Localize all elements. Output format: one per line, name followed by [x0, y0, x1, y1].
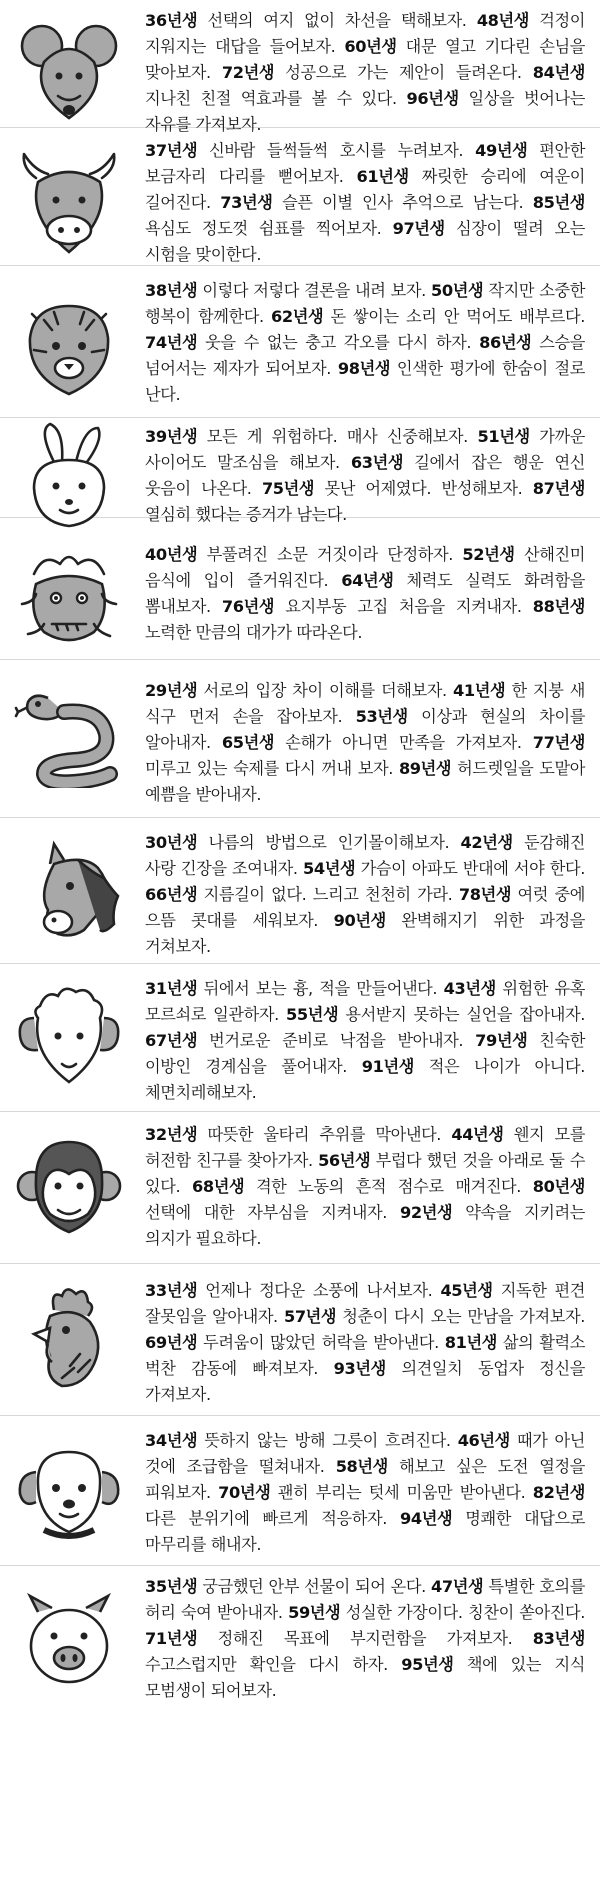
fortune-sentence: 특별한 호의를 허리 숙여 받아내자.: [145, 1577, 585, 1622]
birth-year-label: 39년생: [145, 427, 198, 446]
fortune-sentence: 허드렛일을 도맡아 예쁨을 받아내자.: [145, 759, 585, 804]
birth-year-label: 37년생: [145, 141, 198, 160]
horoscope-entry-dog: [0, 1416, 600, 1566]
dragon-icon: [14, 544, 124, 654]
birth-year-label: 77년생: [532, 733, 585, 752]
fortune-text: [145, 1574, 585, 1704]
fortune-sentence: 의견일치 동업자 정신을 가져보자.: [145, 1359, 585, 1404]
fortune-sentence: 해보고 싶은 도전 열정을 피워보자.: [145, 1457, 586, 1502]
fortune-sentence: 두려움이 많았던 허락을 받아낸다.: [197, 1333, 445, 1352]
birth-year-label: 51년생: [477, 427, 530, 446]
birth-year-label: 64년생: [341, 571, 394, 590]
birth-year-label: 63년생: [350, 453, 404, 472]
birth-year-label: 94년생: [400, 1509, 453, 1528]
fortune-sentence: 지나친 친절 역효과를 볼 수 있다.: [145, 89, 407, 108]
horoscope-entry-rat: [0, 0, 600, 134]
birth-year-label: 69년생: [145, 1333, 198, 1352]
fortune-text: [145, 138, 585, 268]
birth-year-label: 41년생: [452, 681, 506, 700]
birth-year-label: 48년생: [476, 11, 530, 30]
fortune-sentence: 삶의 활력소 벅찬 감동에 빠져보자.: [145, 1333, 585, 1378]
birth-year-label: 49년생: [475, 141, 528, 160]
birth-year-label: 29년생: [145, 681, 198, 700]
fortune-sentence: 부풀려진 소문 거짓이라 단정하자.: [197, 545, 463, 564]
fortune-sentence: 뜻하지 않는 방해 그릇이 흐려진다.: [197, 1431, 458, 1450]
birth-year-label: 42년생: [460, 833, 513, 852]
birth-year-label: 81년생: [444, 1333, 497, 1352]
fortune-sentence: 명쾌한 대답으로 마무리를 해내자.: [145, 1509, 585, 1554]
birth-year-label: 35년생: [145, 1577, 198, 1596]
fortune-sentence: 못난 어제였다. 반성해보자.: [314, 479, 533, 498]
birth-year-label: 30년생: [145, 833, 198, 852]
birth-year-label: 79년생: [475, 1031, 528, 1050]
birth-year-label: 32년생: [145, 1125, 198, 1144]
fortune-sentence: 스승을 넘어서는 제자가 되어보자.: [145, 333, 585, 378]
fortune-sentence: 미루고 있는 숙제를 다시 꺼내 보자.: [145, 759, 399, 778]
birth-year-label: 55년생: [286, 1005, 339, 1024]
fortune-sentence: 작지만 소중한 행복이 함께한다.: [145, 281, 585, 326]
horoscope-entry-pig: [0, 1566, 600, 1888]
fortune-text: [145, 278, 585, 408]
fortune-sentence: 다른 분위기에 빠르게 적응하자.: [145, 1509, 401, 1528]
fortune-sentence: 둔감해진 사랑 긴장을 조여내자.: [145, 833, 585, 878]
birth-year-label: 87년생: [532, 479, 585, 498]
fortune-sentence: 격한 노동의 흔적 점수로 매겨진다.: [244, 1177, 533, 1196]
horoscope-entry-tiger: [0, 266, 600, 418]
birth-year-label: 71년생: [145, 1629, 198, 1648]
fortune-sentence: 심장이 떨려 오는 시험을 맞이한다.: [145, 219, 585, 264]
birth-year-label: 52년생: [462, 545, 515, 564]
birth-year-label: 73년생: [220, 193, 273, 212]
fortune-sentence: 모든 게 위험하다. 매사 신중해보자.: [197, 427, 478, 446]
birth-year-label: 33년생: [145, 1281, 198, 1300]
fortune-sentence: 지름길이 없다. 느리고 천천히 가라.: [197, 885, 459, 904]
fortune-sentence: 용서받지 못하는 실언을 잡아내자.: [338, 1005, 586, 1024]
birth-year-label: 68년생: [191, 1177, 245, 1196]
fortune-sentence: 완벽해지기 위한 과정을 거쳐보자.: [145, 911, 585, 956]
fortune-sentence: 편안한 보금자리 다리를 뻗어보자.: [145, 141, 585, 186]
fortune-sentence: 따뜻한 울타리 추위를 막아낸다.: [197, 1125, 452, 1144]
rabbit-icon: [14, 422, 124, 532]
fortune-sentence: 부럽다 했던 것을 아래로 둘 수 있다.: [145, 1151, 585, 1196]
birth-year-label: 88년생: [532, 597, 585, 616]
fortune-text: [145, 976, 585, 1106]
fortune-sentence: 나름의 방법으로 인기몰이해보자.: [197, 833, 461, 852]
fortune-text: [145, 1122, 585, 1252]
fortune-sentence: 적은 나이가 아니다. 체면치레해보자.: [145, 1057, 585, 1102]
fortune-sentence: 슬픈 이별 인사 추억으로 남는다.: [272, 193, 533, 212]
fortune-text: [145, 830, 585, 960]
fortune-sentence: 서로의 입장 차이 이해를 더해보자.: [197, 681, 453, 700]
birth-year-label: 96년생: [406, 89, 459, 108]
rooster-icon: [14, 1282, 124, 1392]
birth-year-label: 62년생: [270, 307, 324, 326]
birth-year-label: 82년생: [532, 1483, 585, 1502]
fortune-sentence: 성실한 가장이다. 칭찬이 쏟아진다.: [340, 1603, 585, 1622]
fortune-text: [145, 678, 585, 808]
birth-year-label: 97년생: [392, 219, 445, 238]
fortune-sentence: 이상과 현실의 차이를 알아내자.: [145, 707, 585, 752]
ox-icon: [14, 148, 124, 258]
monkey-icon: [14, 1128, 124, 1238]
birth-year-label: 57년생: [283, 1307, 337, 1326]
fortune-sentence: 일상을 벗어나는 자유를 가져보자.: [145, 89, 585, 134]
birth-year-label: 98년생: [337, 359, 391, 378]
fortune-sentence: 웃을 수 없는 충고 각오를 다시 하자.: [197, 333, 480, 352]
fortune-sentence: 웬지 모를 허전함 친구를 찾아가자.: [145, 1125, 585, 1170]
tiger-icon: [14, 290, 124, 400]
horoscope-entry-horse: [0, 818, 600, 964]
pig-icon: [14, 1586, 124, 1696]
birth-year-label: 31년생: [145, 979, 198, 998]
snake-icon: [14, 678, 124, 788]
dog-icon: [14, 1434, 124, 1544]
birth-year-label: 95년생: [401, 1655, 454, 1674]
fortune-sentence: 이렇다 저렇다 결론을 내려 보자.: [197, 281, 432, 300]
horoscope-entry-monkey: [0, 1112, 600, 1264]
rat-icon: [14, 16, 124, 126]
fortune-sentence: 지독한 편견 잘못임을 알아내자.: [145, 1281, 585, 1326]
fortune-sentence: 걱정이 지워지는 대답을 들어보자.: [145, 11, 585, 56]
birth-year-label: 65년생: [221, 733, 275, 752]
horoscope-entry-sheep: [0, 964, 600, 1112]
fortune-sentence: 체력도 실력도 화려함을 뽐내보자.: [145, 571, 586, 616]
birth-year-label: 90년생: [333, 911, 386, 930]
birth-year-label: 45년생: [440, 1281, 493, 1300]
fortune-sentence: 괜히 부리는 텃세 미움만 받아낸다.: [270, 1483, 533, 1502]
birth-year-label: 56년생: [318, 1151, 371, 1170]
fortune-sentence: 산해진미 음식에 입이 즐거워진다.: [145, 545, 586, 590]
fortune-sentence: 책에 있는 지식 모범생이 되어보자.: [145, 1655, 585, 1700]
birth-year-label: 50년생: [431, 281, 484, 300]
fortune-text: [145, 1428, 585, 1558]
fortune-sentence: 여럿 중에 으뜸 콧대를 세워보자.: [145, 885, 585, 930]
fortune-sentence: 대문 열고 기다린 손님을 맞아보자.: [145, 37, 586, 82]
fortune-sentence: 선택에 대한 자부심을 지켜내자.: [145, 1203, 401, 1222]
birth-year-label: 83년생: [532, 1629, 585, 1648]
fortune-sentence: 약속을 지키려는 의지가 필요하다.: [145, 1203, 585, 1248]
birth-year-label: 93년생: [333, 1359, 386, 1378]
horoscope-entry-dragon: [0, 518, 600, 660]
fortune-sentence: 때가 아닌 것에 조급함을 떨쳐내자.: [145, 1431, 585, 1476]
birth-year-label: 40년생: [145, 545, 198, 564]
fortune-sentence: 언제나 정다운 소풍에 나서보자.: [197, 1281, 441, 1300]
fortune-sentence: 요지부동 고집 처음을 지켜내자.: [274, 597, 533, 616]
birth-year-label: 70년생: [218, 1483, 271, 1502]
birth-year-label: 60년생: [344, 37, 397, 56]
fortune-sentence: 노력한 만큼의 대가가 따라온다.: [145, 623, 363, 642]
birth-year-label: 59년생: [288, 1603, 341, 1622]
birth-year-label: 34년생: [145, 1431, 198, 1450]
birth-year-label: 58년생: [335, 1457, 388, 1476]
horse-icon: [14, 834, 124, 944]
birth-year-label: 72년생: [221, 63, 275, 82]
birth-year-label: 44년생: [451, 1125, 504, 1144]
fortune-sentence: 신바람 들썩들썩 호시를 누려보자.: [197, 141, 476, 160]
birth-year-label: 78년생: [458, 885, 512, 904]
birth-year-label: 80년생: [532, 1177, 585, 1196]
birth-year-label: 54년생: [303, 859, 356, 878]
birth-year-label: 89년생: [398, 759, 452, 778]
fortune-sentence: 짜릿한 승리에 여운이 길어진다.: [145, 167, 586, 212]
birth-year-label: 74년생: [145, 333, 198, 352]
birth-year-label: 75년생: [261, 479, 315, 498]
fortune-text: [145, 424, 585, 528]
birth-year-label: 85년생: [532, 193, 585, 212]
birth-year-label: 67년생: [145, 1031, 198, 1050]
birth-year-label: 76년생: [221, 597, 275, 616]
fortune-sentence: 돈 쌓이는 소리 안 먹어도 배부르다.: [323, 307, 585, 326]
fortune-sentence: 궁금했던 안부 선물이 되어 온다.: [197, 1577, 432, 1596]
birth-year-label: 43년생: [443, 979, 496, 998]
birth-year-label: 46년생: [457, 1431, 510, 1450]
fortune-sentence: 친숙한 이방인 경계심을 풀어내자.: [145, 1031, 585, 1076]
fortune-sentence: 번거로운 준비로 낙점을 받아내자.: [197, 1031, 476, 1050]
birth-year-label: 61년생: [356, 167, 409, 186]
birth-year-label: 36년생: [145, 11, 198, 30]
fortune-sentence: 청춘이 다시 오는 만남을 가져보자.: [336, 1307, 585, 1326]
fortune-sentence: 가슴이 아파도 반대에 서야 한다.: [355, 859, 585, 878]
fortune-sentence: 인색한 평가에 한숨이 절로 난다.: [145, 359, 586, 404]
fortune-sentence: 정해진 목표에 부지런함을 가져보자.: [197, 1629, 533, 1648]
fortune-text: [145, 1278, 585, 1408]
birth-year-label: 84년생: [532, 63, 585, 82]
birth-year-label: 86년생: [479, 333, 532, 352]
fortune-text: [145, 542, 585, 646]
fortune-sentence: 성공으로 가는 제안이 들려온다.: [274, 63, 533, 82]
horoscope-entry-ox: [0, 128, 600, 266]
horoscope-entry-rooster: [0, 1264, 600, 1416]
birth-year-label: 66년생: [145, 885, 198, 904]
fortune-sentence: 열심히 했다는 증거가 남는다.: [145, 505, 347, 524]
fortune-sentence: 길에서 잡은 행운 연신 웃음이 나온다.: [145, 453, 585, 498]
fortune-text: [145, 8, 585, 138]
fortune-sentence: 한 지붕 새 식구 먼저 손을 잡아보자.: [145, 681, 585, 726]
birth-year-label: 92년생: [400, 1203, 453, 1222]
horoscope-entry-rabbit: [0, 418, 600, 524]
fortune-sentence: 손해가 아니면 만족을 가져보자.: [274, 733, 533, 752]
horoscope-entry-snake: [0, 660, 600, 818]
birth-year-label: 91년생: [361, 1057, 414, 1076]
fortune-sentence: 선택의 여지 없이 차선을 택해보자.: [197, 11, 477, 30]
birth-year-label: 47년생: [431, 1577, 484, 1596]
fortune-sentence: 뒤에서 보는 흉, 적을 만들어낸다.: [197, 979, 444, 998]
fortune-sentence: 욕심도 정도껏 쉼표를 찍어보자.: [145, 219, 393, 238]
sheep-icon: [14, 978, 124, 1088]
fortune-sentence: 위험한 유혹 모르쇠로 일관하자.: [145, 979, 586, 1024]
fortune-sentence: 수고스럽지만 확인을 다시 하자.: [145, 1655, 402, 1674]
fortune-sentence: 가까운 사이어도 말조심을 해보자.: [145, 427, 585, 472]
birth-year-label: 53년생: [355, 707, 408, 726]
birth-year-label: 38년생: [145, 281, 198, 300]
